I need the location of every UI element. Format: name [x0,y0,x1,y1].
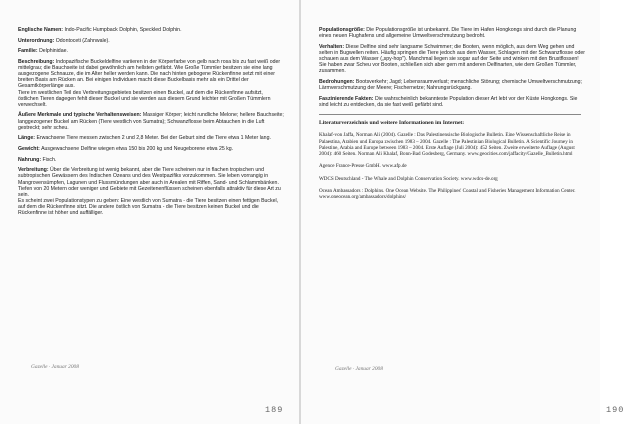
section-divider [319,114,581,115]
literature-entry: Khalaf-von Jaffa, Norman Ali (2004). Gazelle : Das Palestinensische Biologische Bulletin. Eine Wissenschaftliche Reise in Palaestina, Arabien und Europa zwischen 1983 – 2004. Gazelle : The Palestinian Biological Bulletin. A Scientific Journey in Palestine, Arabia and Europe between 1983 – 2004. Erste Auflage (Juli 2004): 452 Seiten. Zweite erweiterte Auflage (August 2004): 460 Seiten. Norman Ali Khalaf, Bonn-Bad Godesberg, Germany. www.geocities.com/jaffacity/Gazelle_Bulletin.html [319,132,575,157]
common-names: Englische Namen: Indo-Pacific Humpback Dolphin, Speckled Dolphin. [18,27,182,33]
page-number-right: 190 [606,405,624,415]
population: Populationsgröße: Die Populationsgröße ist unbekannt. Die Tiere im Hafen Hongkongs sind durch die Planung eines neuen Flughafens und allgemeine Umweltverschmutzung bedroht. [319,27,577,40]
right-column [319,27,585,207]
page-number-left: 189 [265,405,284,415]
distribution: Verbreitung: Über die Verbreitung ist wenig bekannt, aber die Tiere scheinen nur in flachen tropischen und subtropischen Gewässern des Indischen Ozeans und des Westpazifiks vorzukommen. Sie leben vorrangig in Mangrovensümpfen, Lagunen und Flussmündungen aber auch in Arealen mit Riffen, Sand- und Schlammbänken. Tiefen von 20 Metern oder weniger und Gebiete mit Gezeitenenflüssen scheinen ebenfalls attraktiv für diese Art zu sein. [18,167,281,198]
footer-left: Gazelle · Januar 2008 [31,364,79,370]
food: Nahrung: Fisch. [18,156,57,163]
behavior-continued: Sie haben zwar Scheu vor Booten, schließen sich aber gern mit anderen Delfinarten, wie dem Großen Tümmler, zusammen. [319,62,577,75]
length: Länge: Erwachsene Tiere messen zwischen 2 und 2,8 Meter. Bei der Geburt sind die Tiere etwa 1 Meter lang. [18,135,271,142]
description-continued: Tiere im westlichen Teil des Verbreitungsgebietes besitzen einen Buckel, auf dem die Rückenfinne aufsitzt, östlichen Tieren dagegen fehlt dieser Buckel und sie werden aus diesem Grund leichter mit Großen Tümmlern verwechselt. [18,89,271,108]
features: Äußere Merkmale und typische Verhaltensweisen: Massiger Körper; leicht rundliche Melone; hellere Bauchseite; langgezogener Buckel am Rücken (Tiere westlich von Sumatra); Schwanzflosse beim Abtauchen in die Luft gestreckt; sehr scheu. [18,112,284,131]
threats: Bedrohungen: Bootsverkehr; Jagd; Lebensraumverlust; menschliche Störung; chemische Umweltverschmutzung; Lärmverschmutzung der Meere; Fischernetze; Nahrungsrückgang. [319,78,582,91]
literature-entry: WDCS Deutschland - The Whale and Dolphin Conservation Society. www.wdcs-de.org [319,175,498,182]
footer-right: Gazelle · Januar 2008 [335,366,383,372]
description: Beschreibung: Indopazifische Buckeldelfine variieren in der Körperfarbe von gelb nach rosa bis zu fast weiß oder mittelgrau; die Bauchseite ist dabei gewöhnlich am hellsten gefärbt. Wie Große Tümmler besitzen sie eine lang ausgezogene Schnauze, die im Alter heller werden kann. Die nach hinten gebogene Rückenfinne setzt mit einer breiten Basis am Rücken an. Bei einigen Individuen macht diese Buckelbasis mehr als ein Drittel der Gesamtkörperlänge aus. [18,59,281,90]
family: Familie: Delphinidae. [18,48,68,55]
weight: Gewicht: Ausgewachsene Delfine wiegen etwa 150 bis 200 kg und Neugeborene etwa 25 kg. [18,145,234,152]
left-page [0,0,299,424]
suborder: Unterordnung: Odontoceti (Zahnwale). [18,37,110,44]
literature-heading: Literaturverzeichnis und weitere Informationen im Internet: [319,119,465,126]
behavior: Verhalten: Diese Delfine sind sehr langsame Schwimmer; die Booten, wenn möglich, aus dem Weg gehen und selten in Bugwellen reiten. Häufig springen die Tiere jedoch aus dem Wasser, Schlagen mit der Schwanzflosse oder schauen aus dem Wasser („spy-hop"). Manchmal liegen sie sogar auf der Seite und winken mit den Brustflossen! [319,43,585,62]
literature-entry: Agence France-Presse GmbH. www.afp.de [319,163,407,170]
literature-entry: Ocean Ambassadors : Dolphins. One Ocean Website. The Philippines' Coastal and Fisheries Management Information Center. www.oneocean.org/ambassadors/dolphins/ [319,188,576,201]
right-page [301,0,624,424]
distribution-continued: Es scheint zwei Populationstypen zu geben: Eine westlich von Sumatra - die Tiere besitzen einen fettigen Buckel, auf dem die Rückenfinne sitzt. Die andere östlich von Sumatra - die Tiere besitzen keinen Buckel und die Rückenfinne ist höher und auffälliger. [18,197,279,216]
left-column [18,27,284,221]
facts: Faszinierende Fakten: Die wahrscheinlich bekannteste Population dieser Art lebt vor der Küste Hongkongs. Sie sind leicht zu entdecken, da sie fast weiß gefärbt sind. [319,95,578,108]
